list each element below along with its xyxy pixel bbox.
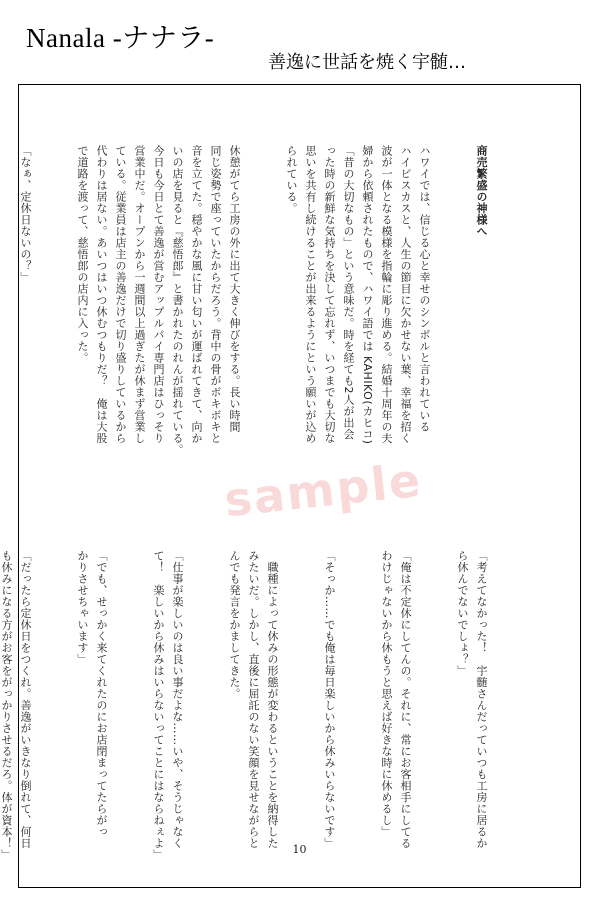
paragraph: 職種によって休みの形態が変わるということを納得した みたいだ。しかし、直後に屈託のない笑顔を見せながらと んでも発言をかましてきた。 [228,550,279,849]
paragraph: ハワイでは、信じる心と幸せのシンボルと言われている ハイビスカスと、人生の節目に欠かせない葉、幸福を招く 波が一体となる模様を指輪に彫り進める。結婚十周年の夫 婦から依頼されたもので、ハワイ語では KAHIKO(カヒコ) 「昔の大切なもの」という意味だ。時を経ても2人が出会 った時の新鮮な気持ちを決して忘れず、いつまでも大切な 思いを共有し続けることが出来るようにという願いが込め られている。 [285,145,431,445]
sample-watermark: sample [221,452,425,528]
paragraph: 「だったら定休日をつくれ。善逸がいきなり倒れて、何日 も休みになる方がお客をがっかりさせるだろ。体が資本！」 [0,550,32,861]
brand-title: Nanala -ナナラ- [26,23,215,53]
paragraph: 「でも、せっかく来てくれたのにお店閉まってたらがっ かりさせちゃいます」 [76,550,108,838]
top-half-text [19,145,529,456]
paragraph: 「考えてなかった！ 宇髄さんだっていつも工房に居るか ら休んでないでしょ？」 [456,550,488,849]
paragraph: 「仕事が楽しいのは良い事だよな……いや、そうじゃなく て！ 楽しいから休みはいらないってことにはならねぇよ」 [152,550,184,861]
book-page [0,84,581,888]
paragraph: 「なぁ、定休日ないの？」 [19,145,32,283]
chapter-title: 商売繁盛の神様へ [475,145,488,237]
paragraph: 休憩がてら工房の外に出て大きく伸びをする。長い時間 同じ姿勢で座っていたからだろう。背中の骨がボキボキと 音を立てた。穏やかな風に甘い匂いが運ばれてきて、向か いの店を見ると『慈悟郎』と書かれたのれんが揺れている。 今日も今日とて善逸が営むアップルパイ専門店はひっそり 営業中だ。オープンから一週間以上過ぎたが休まず営業し ている。従業員は店主の善逸だけで切り盛りしているから 代わりは居ない。あいつはいつ休むつもりだ？ 俺は大股 で道路を渡って、慈悟郎の店内に入った。 [76,145,241,456]
subtitle: 善逸に世話を焼く宇髄… [268,52,466,73]
paragraph: 「そっか……でも俺は毎日楽しいから休みいらないです」 [323,550,336,849]
page-number: 10 [292,843,307,856]
paragraph: 「俺は不定休にしてんの。それに、常にお客相手にしてる わけじゃないから休もうと思えば好きな時に休めるし」 [380,550,412,849]
